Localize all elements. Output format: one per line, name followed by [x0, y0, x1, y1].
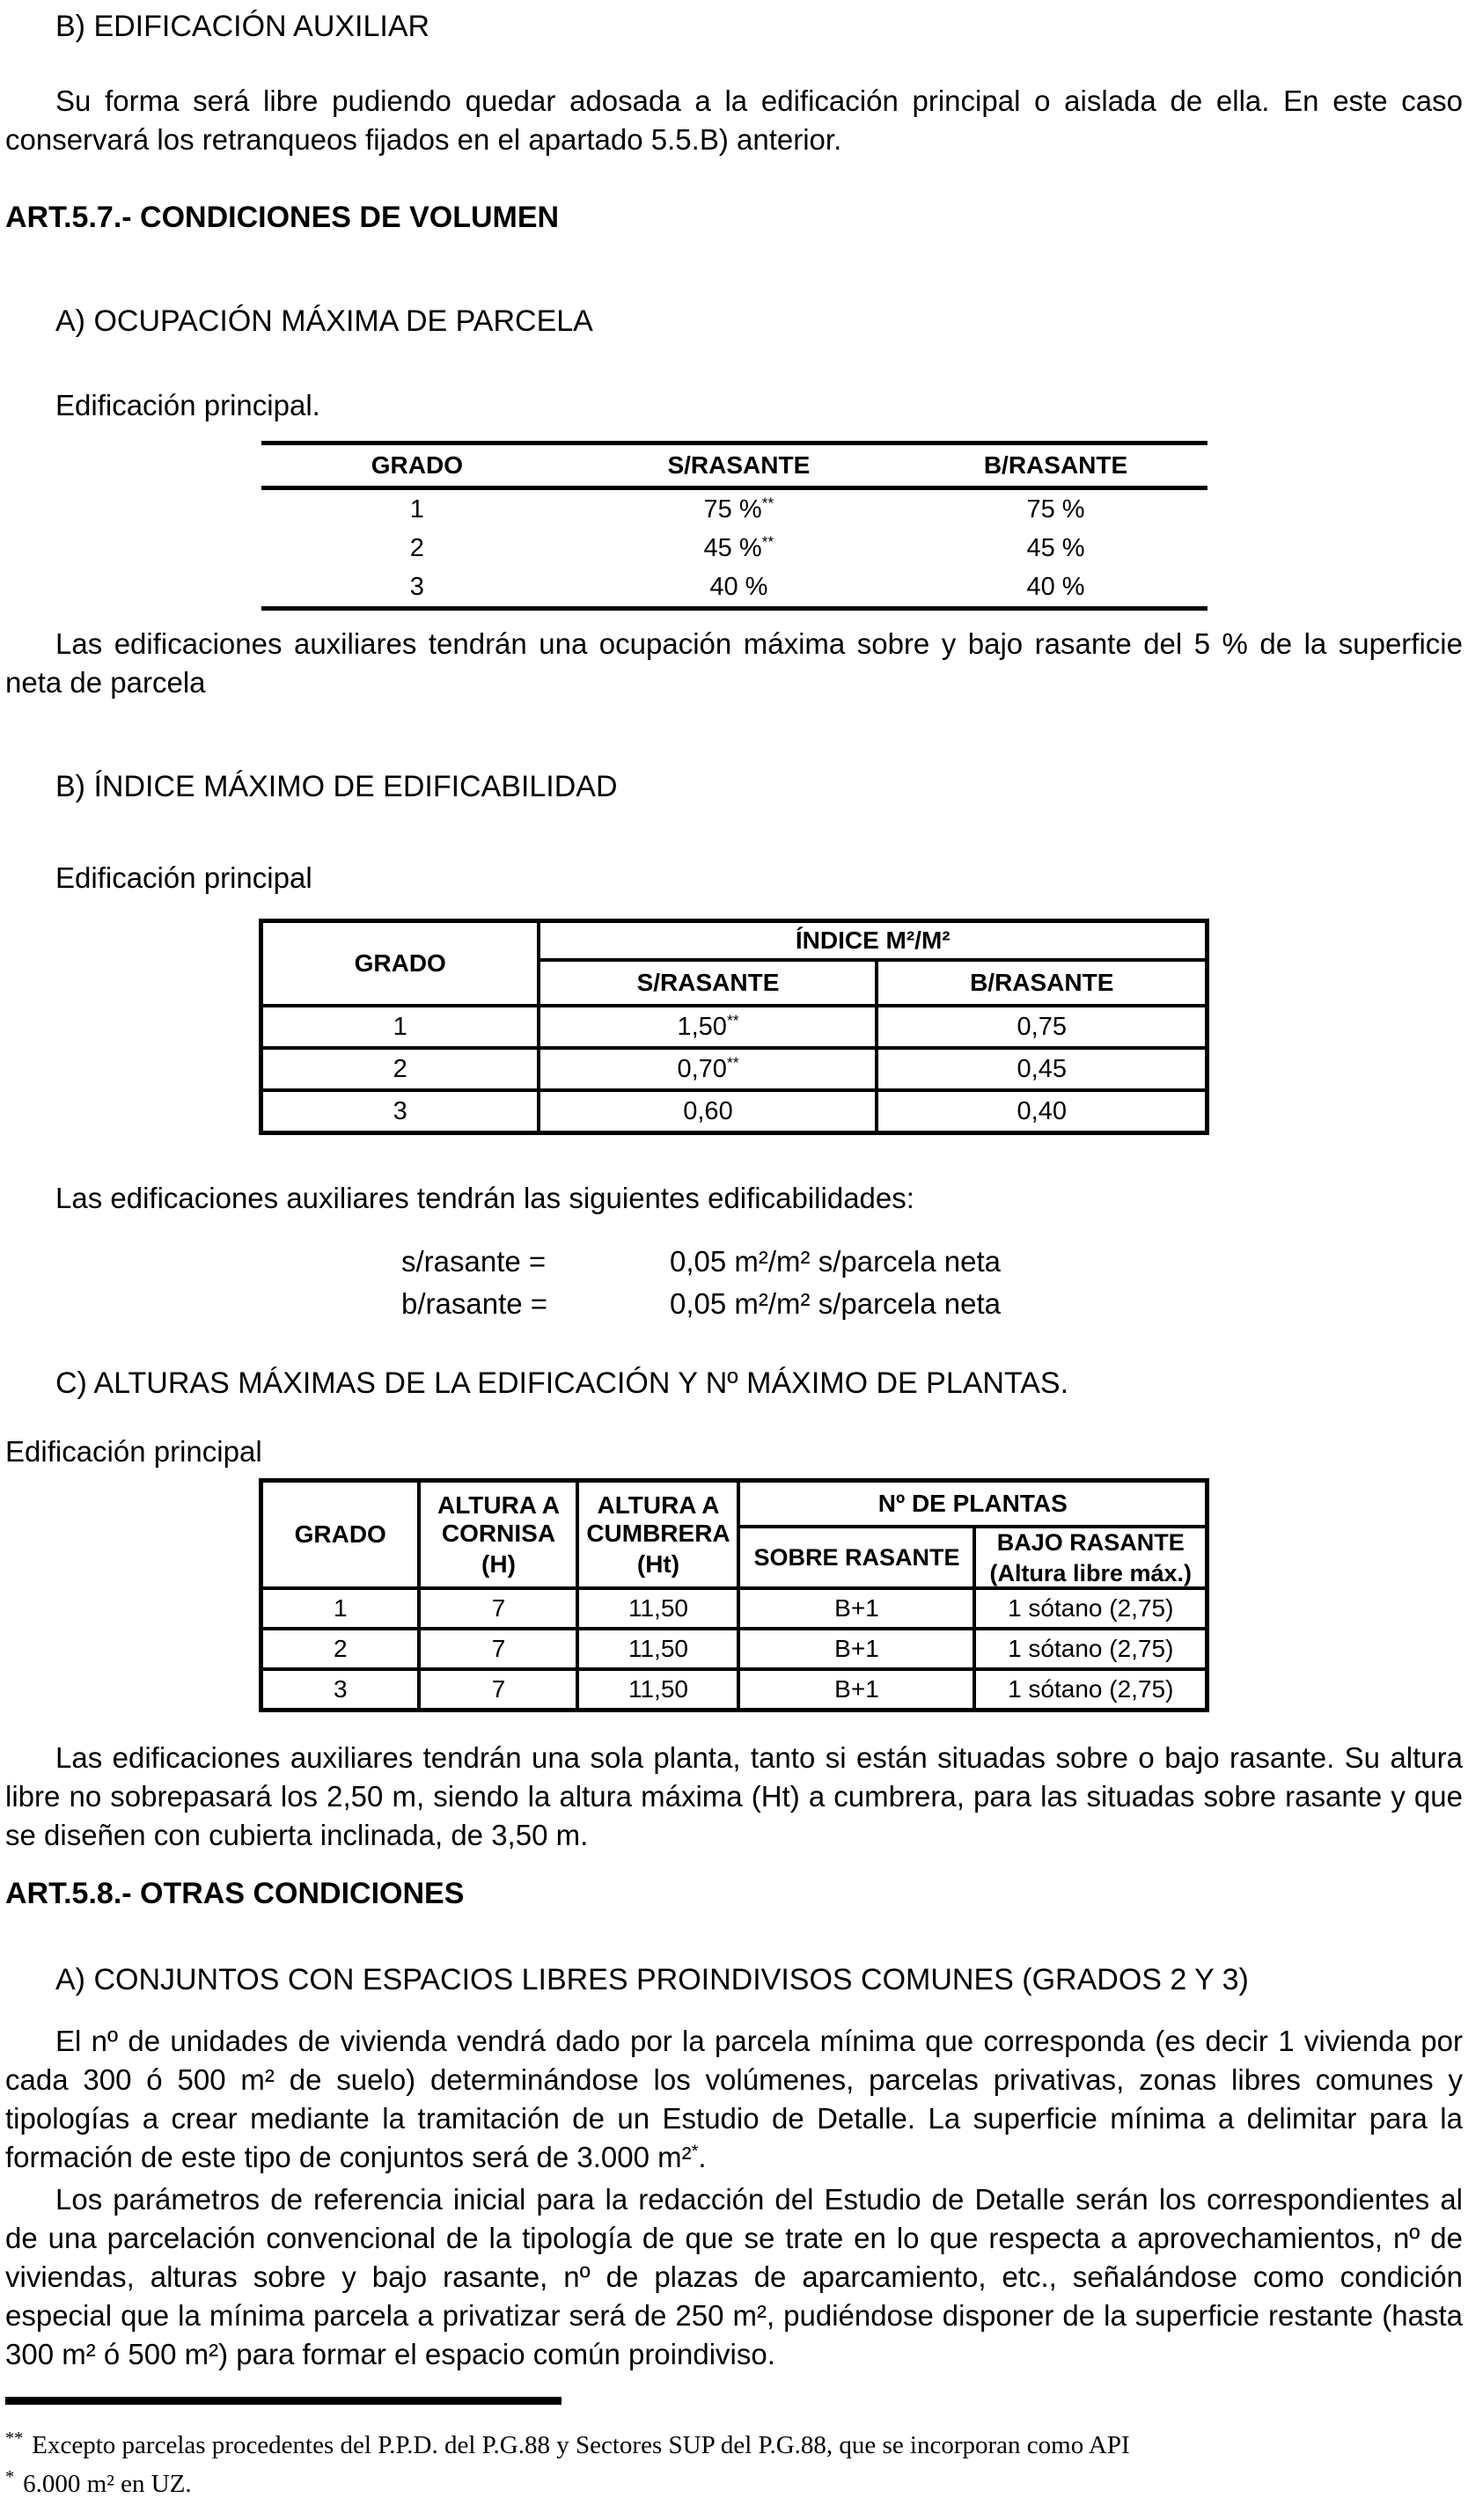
col-header-b-rasante: B/RASANTE	[905, 443, 1207, 488]
footnote-text: Excepto parcelas procedentes del P.P.D. del P.G.88 y Sectores SUP del P.G.88, que se incorporan como API	[32, 2431, 1130, 2459]
cell-bajo-rasante: 1 sótano (2,75)	[974, 1588, 1207, 1629]
cell-grado: 3	[261, 1669, 419, 1711]
footnote-asterisk	[5, 2466, 1463, 2502]
cell-grado: 1	[261, 1588, 419, 1629]
col-header-b-rasante: B/RASANTE	[877, 960, 1207, 1006]
table-row	[261, 1090, 1207, 1133]
footnote-marker: **	[726, 1010, 739, 1029]
col-header-indice-m2-m2: ÍNDICE M²/M²	[539, 921, 1207, 961]
cell-s-rasante: 45 %**	[703, 531, 774, 562]
cell-bajo-rasante: 1 sótano (2,75)	[974, 1629, 1207, 1669]
label-edificacion-principal-2: Edificación principal	[55, 861, 312, 894]
cell-s-rasante: 75 %**	[703, 493, 774, 524]
cell-altura-cornisa: 7	[419, 1588, 577, 1629]
formula-label: b/rasante =	[401, 1287, 548, 1320]
cell-altura-cornisa: 7	[419, 1669, 577, 1711]
cell-b-rasante: 45 %	[1026, 533, 1085, 562]
footnote-separator	[5, 2397, 562, 2405]
col-header-altura-cornisa: ALTURA A CORNISA (H)	[419, 1481, 577, 1589]
heading-art-5-7: ART.5.7.- CONDICIONES DE VOLUMEN	[5, 201, 560, 234]
table-indice-edificabilidad	[259, 919, 1209, 1135]
paragraph-ocupacion-auxiliares: Las edificaciones auxiliares tendrán una ocupación máxima sobre y bajo rasante del 5 % de la superficie neta de parcela	[5, 627, 1463, 699]
heading-alturas-maximas: C) ALTURAS MÁXIMAS DE LA EDIFICACIÓN Y Nº MÁXIMO DE PLANTAS.	[55, 1366, 1069, 1400]
cell-b-rasante: 75 %	[1026, 494, 1085, 524]
table-alturas-maximas	[259, 1478, 1209, 1712]
cell-sobre-rasante: B+1	[738, 1669, 974, 1711]
cell-bajo-rasante: 1 sótano (2,75)	[974, 1669, 1207, 1711]
col-header-altura-cumbrera: ALTURA A CUMBRERA (Ht)	[577, 1481, 738, 1589]
footnote-double-asterisk	[5, 2428, 1463, 2463]
cell-s-rasante: 1,50**	[539, 1006, 877, 1048]
col-header-grado: GRADO	[261, 1481, 419, 1589]
table-ocupacion-maxima	[261, 441, 1207, 611]
footnote-marker: **	[726, 1052, 739, 1071]
paragraph-una-sola-planta: Las edificaciones auxiliares tendrán una sola planta, tanto si están situadas sobre o bajo rasante. Su altura libre no sobrepasará los 2,50 m, siendo la altura máxima (Ht) a cumbrera, para las situadas sobre rasante y que se diseñen con cubierta inclinada, de 3,50 m.	[5, 1741, 1463, 1851]
cell-grado: 1	[409, 494, 424, 524]
cell-grado: 2	[261, 1048, 539, 1090]
table-row	[261, 1588, 1207, 1629]
footnote-marker: *	[691, 2142, 699, 2161]
col-header-bajo-rasante: BAJO RASANTE (Altura libre máx.)	[974, 1527, 1207, 1588]
cell-b-rasante: 0,40	[877, 1090, 1207, 1133]
cell-b-rasante: 0,45	[877, 1048, 1207, 1090]
heading-edificacion-auxiliar: B) EDIFICACIÓN AUXILIAR	[55, 10, 430, 43]
cell-altura-cumbrera: 11,50	[577, 1629, 738, 1669]
heading-ocupacion-maxima: A) OCUPACIÓN MÁXIMA DE PARCELA	[55, 304, 593, 338]
col-header-n-plantas: Nº DE PLANTAS	[738, 1481, 1207, 1527]
table-header-row	[261, 921, 1207, 961]
col-header-s-rasante: S/RASANTE	[539, 960, 877, 1006]
heading-art-5-8: ART.5.8.- OTRAS CONDICIONES	[5, 1877, 465, 1910]
paragraph-forma-libre: Su forma será libre pudiendo quedar adosada a la edificación principal o aislada de ella. En este caso conservará los retranqueos fijados en el apartado 5.5.B) anterior.	[5, 84, 1463, 156]
table-row	[261, 1006, 1207, 1048]
table-row	[261, 529, 1207, 568]
formula-value: 0,05 m²/m² s/parcela neta	[670, 1245, 1001, 1278]
cell-grado: 1	[261, 1006, 539, 1048]
footnote-marker: **	[761, 493, 774, 511]
col-header-sobre-rasante: SOBRE RASANTE	[738, 1527, 974, 1588]
cell-grado: 2	[409, 533, 424, 562]
cell-b-rasante: 40 %	[1026, 572, 1085, 601]
formula-value: 0,05 m²/m² s/parcela neta	[670, 1287, 1001, 1320]
formula-s-rasante	[401, 1241, 1463, 1283]
table-row	[261, 1629, 1207, 1669]
cell-s-rasante: 0,60	[539, 1090, 877, 1133]
table-row	[261, 488, 1207, 530]
table-row	[261, 1669, 1207, 1711]
cell-altura-cornisa: 7	[419, 1629, 577, 1669]
heading-conjuntos-proindivisos: A) CONJUNTOS CON ESPACIOS LIBRES PROINDIVISOS COMUNES (GRADOS 2 Y 3)	[55, 1963, 1249, 1996]
paragraph-n-unidades: El nº de unidades de vivienda vendrá dado por la parcela mínima que corresponda (es decir 1 vivienda por cada 300 ó 500 m² de suelo) determinándose los volúmenes, parcelas privativas, zonas libres comunes y tipologías a crear mediante la tramitación de un Estudio de Detalle. La superficie mínima a delimitar para la formación de este tipo de conjuntos será de 3.000 m²*.	[5, 2025, 1463, 2173]
cell-grado: 2	[261, 1629, 419, 1669]
footnote-marker: *	[5, 2467, 15, 2487]
table-header-row	[261, 1481, 1207, 1527]
cell-sobre-rasante: B+1	[738, 1588, 974, 1629]
footnote-text: 6.000 m² en UZ.	[23, 2470, 192, 2498]
formula-b-rasante	[401, 1283, 1463, 1325]
footnote-marker: **	[761, 531, 774, 550]
formula-block	[401, 1241, 1463, 1325]
cell-b-rasante: 0,75	[877, 1006, 1207, 1048]
cell-altura-cumbrera: 11,50	[577, 1669, 738, 1711]
col-header-s-rasante: S/RASANTE	[573, 443, 904, 488]
col-header-grado: GRADO	[261, 443, 574, 488]
label-edificacion-principal-3: Edificación principal	[5, 1435, 262, 1468]
cell-grado: 3	[261, 1090, 539, 1133]
col-header-grado: GRADO	[261, 921, 539, 1007]
formula-label: s/rasante =	[401, 1245, 547, 1278]
paragraph-parametros: Los parámetros de referencia inicial para la redacción del Estudio de Detalle serán los correspondientes al de una parcelación convencional de la tipología de que se trate en lo que respecta a aprovechamientos, nº de viviendas, alturas sobre y bajo rasante, nº de plazas de aparcamiento, etc., señalándose como condición especial que la mínima parcela a privatizar será de 250 m², pudiéndose disponer de la superficie restante (hasta 300 m² ó 500 m²) para formar el espacio común proindiviso.	[5, 2183, 1463, 2370]
footnote-marker: **	[5, 2428, 24, 2449]
table-row	[261, 568, 1207, 609]
cell-sobre-rasante: B+1	[738, 1629, 974, 1669]
heading-indice-edificabilidad: B) ÍNDICE MÁXIMO DE EDIFICABILIDAD	[55, 770, 618, 803]
paragraph-edificabilidades-intro: Las edificaciones auxiliares tendrán las siguientes edificabilidades:	[55, 1182, 914, 1214]
label-edificacion-principal-1: Edificación principal.	[55, 389, 320, 421]
cell-s-rasante: 40 %	[709, 572, 768, 601]
table-row	[261, 1048, 1207, 1090]
cell-altura-cumbrera: 11,50	[577, 1588, 738, 1629]
cell-grado: 3	[409, 572, 424, 601]
table-header-row	[261, 443, 1207, 488]
cell-s-rasante: 0,70**	[539, 1048, 877, 1090]
